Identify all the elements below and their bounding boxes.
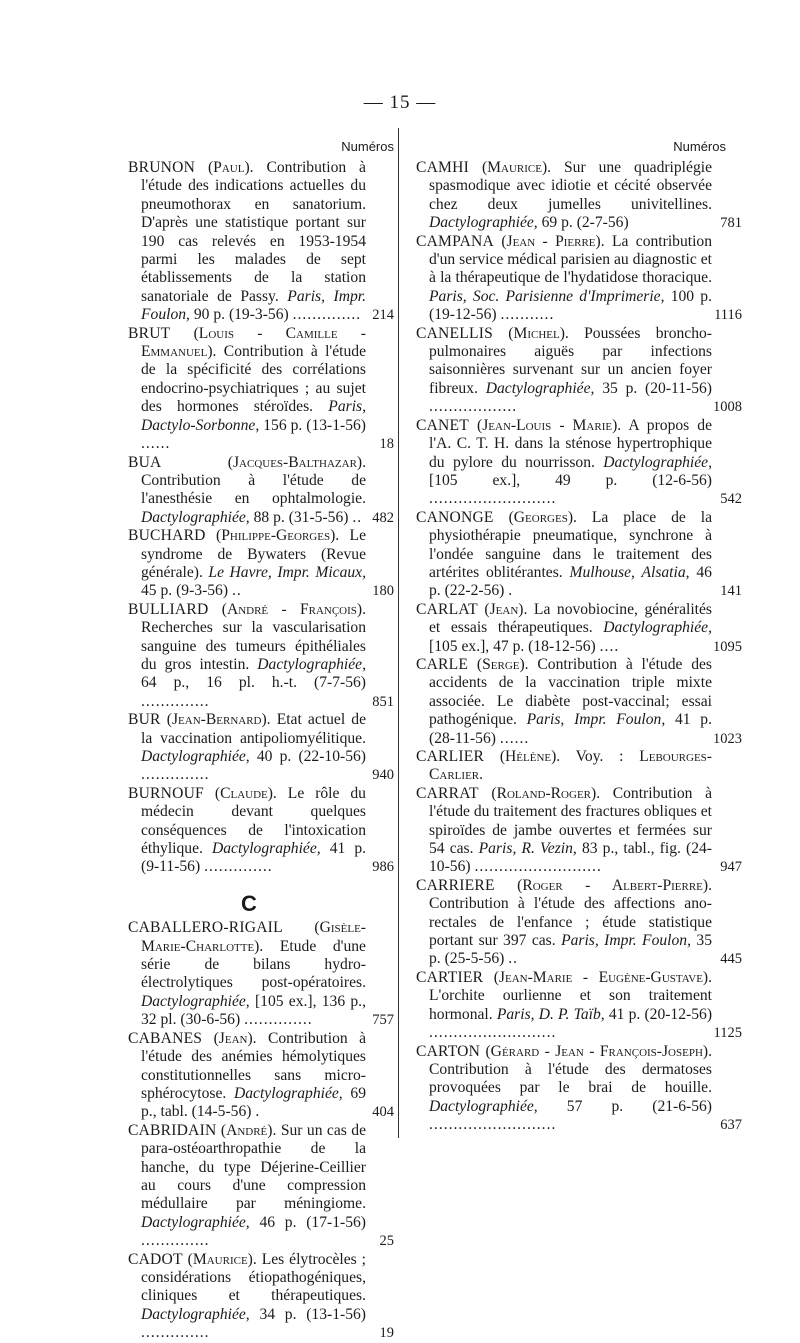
entry-text: [416, 509, 712, 601]
entry-publisher: Dactylographiée,: [429, 1097, 538, 1115]
entry-leader-dots: ..............: [204, 858, 273, 876]
bibliography-entry: [416, 416, 742, 509]
entry-text: [416, 159, 712, 233]
entry-publisher: Dactylographiée,: [141, 508, 250, 526]
entry-pages: 45 p. (9-3-56): [141, 582, 229, 600]
entry-publisher: Dactylographiée,: [141, 1305, 250, 1323]
bibliography-entry: [416, 784, 742, 877]
entry-see-reference: Lebourges-Carlier.: [429, 748, 712, 784]
entry-leader-dots: ......: [141, 435, 171, 453]
entry-title: La novobiocine, généralités et essais thérapeutiques.: [429, 600, 712, 637]
entry-heading: CABANES: [128, 1029, 203, 1047]
entry-leader-dots: .: [508, 582, 514, 600]
entry-number: 940: [372, 767, 394, 784]
entry-title: Contribution à l'étude des dermatoses provoquées par le brai de houille.: [429, 1060, 712, 1097]
entry-heading: CARLIER: [416, 748, 485, 765]
entry-heading: CARRIERE: [416, 876, 495, 894]
bibliography-entry: [128, 711, 394, 785]
entry-heading: BUCHARD: [128, 527, 206, 545]
section-letter: C: [241, 890, 257, 916]
entry-text: [128, 325, 366, 454]
entry-number: 214: [372, 307, 394, 324]
entry-number: 757: [372, 1012, 394, 1029]
entry-text: [416, 969, 712, 1043]
entry-title: Contribution à l'étude des anémies hémolytiques constitutionnelles sans micro-sphérocytose.: [141, 1029, 366, 1102]
entry-title: La place de la physiothérapie pneumatique, synchrone à l'ondée sanguine dans le traitement des artérites oblitérantes.: [429, 508, 713, 581]
entry-heading: BUR: [128, 711, 161, 729]
entry-number: 19: [379, 1325, 394, 1342]
entry-author: (Gérard - Jean - François-Joseph).: [485, 1042, 712, 1060]
entries-right: [416, 159, 742, 1135]
entry-text: [416, 785, 712, 877]
entry-pages: 35 p. (20-11-56): [602, 379, 713, 397]
entry-publisher: Mulhouse, Alsatia,: [569, 563, 690, 581]
entry-text: [128, 1030, 366, 1122]
entry-author: (Roland-Roger).: [491, 784, 601, 802]
entry-text: [128, 601, 366, 711]
entry-leader-dots: ..........................: [474, 858, 602, 876]
entry-text: [416, 325, 712, 417]
bibliography-entry: [128, 1121, 394, 1251]
entry-pages: 57 p. (21-6-56): [566, 1097, 713, 1115]
entry-pages: 64 p., 16 pl. h.-t. (7-7-56): [141, 674, 366, 692]
entry-publisher: Dactylographiée,: [141, 1213, 250, 1231]
entry-text: [128, 711, 366, 785]
entry-leader-dots: ..: [231, 582, 242, 600]
entry-leader-dots: ..........................: [429, 1024, 557, 1042]
entry-text: [416, 417, 712, 509]
numeros-header-left: Numéros: [341, 139, 394, 154]
entry-publisher: Dactylographiée,: [234, 1084, 343, 1102]
entry-heading: BULLIARD: [128, 600, 209, 618]
entry-publisher: Dactylographiée,: [603, 453, 712, 471]
entry-pages: 46 p. (22-2-56): [429, 563, 712, 600]
bibliography-entry: [416, 232, 742, 325]
entry-text: [128, 159, 366, 325]
entry-pages: 41 p. (9-11-56): [141, 840, 367, 876]
entry-leader-dots: ..............: [141, 692, 210, 710]
entry-publisher: Dactylographiée,: [211, 840, 321, 858]
entries-c: [128, 919, 394, 1342]
entry-heading: BRUT: [128, 324, 171, 342]
entry-author: (Claude).: [214, 784, 277, 802]
entry-author: (Michel).: [508, 324, 569, 342]
entry-author: (Jean).: [213, 1029, 257, 1047]
entry-author: (Jean).: [484, 600, 528, 618]
entry-text: [416, 877, 712, 969]
bibliography-entry: [128, 453, 394, 528]
entry-title: A propos de l'A. C. T. H. dans la sténose hypertrophique du pylore du nourrisson.: [429, 416, 712, 471]
entry-number: 1125: [713, 1025, 742, 1042]
entry-pages: 35 p. (25-5-56): [429, 932, 712, 968]
entry-author: (Louis - Camille - Emmanuel).: [141, 324, 366, 361]
entry-title: Sur un cas de para-ostéoarthropathie de la hanche, du type Déjerine-Ceillier au cours d'une compression médullaire par méningiome.: [141, 1121, 366, 1213]
bibliography-entry: [128, 324, 394, 454]
entry-author: (Maurice).: [481, 159, 552, 176]
entry-number: 180: [372, 583, 394, 600]
entry-heading: CANELLIS: [416, 324, 493, 342]
bibliography-entry: [416, 600, 742, 656]
entry-title: La contribution d'un service médical parisien au diagnostic et à la thérapeutique de l'hydatidose thoracique.: [429, 232, 713, 287]
entry-number: 851: [372, 693, 394, 710]
entry-author: (Gisèle-Marie-Charlotte).: [141, 919, 366, 955]
entry-publisher: Paris, Impr. Foulon,: [526, 711, 666, 729]
entry-author: (Georges).: [508, 508, 577, 526]
entry-author: (Jean-Louis - Marie).: [477, 416, 622, 434]
entry-pages: 46 p. (17-1-56): [259, 1213, 366, 1231]
entry-pages: 34 p. (13-1-56): [259, 1305, 366, 1323]
entry-text: [128, 1251, 366, 1343]
entry-publisher: Dactylographiée,: [141, 992, 250, 1010]
entry-publisher: Paris, Impr. Foulon,: [561, 932, 691, 950]
bibliography-entry: [416, 968, 742, 1043]
entry-text: [128, 1122, 366, 1251]
entry-leader-dots: .: [255, 1103, 261, 1121]
entry-title: Contribution à l'étude de la spécificité des corrélations endocrino-psychiatriques ; au sujet des hormones stéroïdes.: [141, 343, 366, 416]
entry-author: (Jean - Pierre).: [501, 232, 605, 250]
entry-leader-dots: ..: [352, 508, 363, 526]
entry-text: [416, 1043, 712, 1135]
entry-publisher: Dactylographiée,: [603, 619, 712, 637]
entry-number: 1116: [714, 307, 742, 324]
entry-author: (Jean-Bernard).: [166, 711, 271, 729]
bibliography-entry: [128, 1250, 394, 1343]
entry-heading: CANET: [416, 416, 469, 434]
entry-leader-dots: ..............: [141, 766, 210, 784]
numeros-header-right: Numéros: [673, 139, 726, 154]
entry-author: (Jean-Marie - Eugène-Gustave).: [493, 968, 712, 986]
entry-heading: CARLAT: [416, 600, 478, 618]
entry-heading: CARTON: [416, 1042, 481, 1060]
entry-pages: 88 p. (31-5-56): [253, 508, 349, 526]
entry-heading: CADOT: [128, 1250, 183, 1268]
entry-pages: [105 ex.], 136 p., 32 pl. (30-6-56): [141, 992, 366, 1029]
entry-text: [128, 919, 366, 1029]
entry-pages: 83 p., tabl., fig. (24-10-56): [429, 840, 712, 876]
entry-title: Poussées broncho-pulmonaires aiguës par infections saisonnières survenant sur un ancien foyer fibreux.: [429, 324, 712, 397]
entry-title: Etude d'une série de bilans hydro-électrolytiques post-opératoires.: [141, 937, 366, 992]
entry-title: Recherches sur la vascularisation sanguine des tumeurs épithéliales du gros intestin.: [141, 619, 366, 673]
entry-title: Le rôle du médecin devant quelques conséquences de l'intoxication éthylique.: [141, 784, 366, 858]
entry-leader-dots: ..........................: [429, 1116, 557, 1134]
entry-text: [128, 454, 366, 528]
bibliography-entry: [416, 159, 742, 233]
bibliography-entry: [128, 1029, 394, 1122]
bibliography-entry: [128, 600, 394, 711]
entry-text: [416, 233, 712, 325]
entry-publisher: Paris, Dactylo-Sorbonne,: [141, 398, 366, 434]
entry-title: Voy. :: [575, 748, 624, 765]
entry-publisher: Dactylographiée,: [257, 655, 366, 673]
entry-number: 482: [372, 509, 394, 526]
page-number: — 15 —: [363, 92, 437, 113]
entry-pages: 90 p. (19-3-56): [193, 306, 289, 324]
left-column: [128, 138, 394, 1343]
entry-title: Contribution à l'étude du traitement des fractures obliques et spiroïdes de jambe ouvertes et fermées sur 54 cas.: [429, 784, 712, 858]
entry-number: 637: [720, 1117, 742, 1134]
entry-leader-dots: ..................: [429, 398, 518, 416]
entry-leader-dots: ...........: [500, 306, 555, 324]
entry-publisher: Paris, Soc. Parisienne d'Imprimerie,: [429, 287, 665, 305]
entry-heading: CARRAT: [416, 784, 479, 802]
entry-author: (Maurice).: [187, 1250, 257, 1268]
entry-title: Contribution à l'étude des indications actuelles du pneumothorax en sanatorium. D'après une statistique portant sur 190 cas relevés en 1953-1954 parmi les malades de sept établissements de la station sanatoriale de Passy.: [141, 159, 366, 305]
entry-text: [128, 785, 366, 877]
entry-title: Sur une quadriplégie spasmodique avec idiotie et cécité observée chez deux jumelles univitellines.: [429, 159, 712, 213]
bibliography-entry: [416, 1042, 742, 1135]
entry-author: (André).: [220, 1121, 277, 1139]
entry-pages: 41 p. (20-12-56): [608, 1005, 713, 1023]
entry-author: (Jacques-Balthazar).: [227, 453, 366, 471]
entry-title: Contribution à l'étude de l'anesthésie en ophtalmologie.: [141, 471, 366, 508]
entry-leader-dots: ..........................: [429, 490, 557, 508]
entry-number: 18: [379, 436, 394, 453]
entry-leader-dots: ..............: [141, 1232, 210, 1250]
entry-text: [416, 601, 712, 656]
entry-heading: BUA: [128, 453, 162, 471]
entries-b: [128, 159, 394, 877]
entry-leader-dots: ..............: [141, 1324, 210, 1342]
bibliography-entry: [128, 784, 394, 877]
entry-heading: CANONGE: [416, 508, 494, 526]
entry-publisher: Le Havre, Impr. Micaux,: [208, 563, 366, 581]
entry-title: L'orchite ourlienne et son traitement hormonal.: [429, 987, 712, 1023]
column-divider: [398, 128, 399, 1138]
entry-pages: 41 p. (28-11-56): [429, 711, 712, 747]
entry-pages: 156 p. (13-1-56): [263, 416, 367, 434]
entry-number: 445: [720, 951, 742, 968]
entry-number: 1008: [713, 399, 742, 416]
entry-publisher: Dactylographiée,: [429, 214, 538, 232]
entry-leader-dots: ..............: [292, 306, 362, 324]
bibliography-entry: [416, 748, 716, 785]
entry-pages: 69 p. (2-7-56): [541, 214, 629, 232]
entry-number: 947: [720, 859, 742, 876]
entry-heading: CARTIER: [416, 968, 484, 986]
entry-number: 141: [720, 583, 742, 600]
entry-author: (Philippe-Georges).: [216, 527, 340, 545]
entry-pages: 40 p. (22-10-56): [256, 748, 366, 765]
entry-heading: CABALLERO-RIGAIL: [128, 919, 283, 937]
entry-text: [128, 527, 366, 601]
bibliography-entry: [416, 324, 742, 417]
bibliography-entry: [128, 159, 394, 325]
entry-author: (Paul).: [207, 159, 254, 176]
entry-pages: [105 ex.], 47 p. (18-12-56): [429, 637, 596, 655]
entry-title: Etat actuel de la vaccination antipoliomyélitique.: [141, 711, 366, 747]
entry-title: Le syndrome de Bywaters (Revue générale).: [141, 527, 366, 581]
entry-leader-dots: ......: [499, 729, 530, 747]
entry-heading: BURNOUF: [128, 784, 204, 802]
entry-author: (Hélène).: [499, 748, 561, 765]
entry-pages: 69 p., tabl. (14-5-56): [141, 1084, 366, 1121]
entry-author: (André - François).: [221, 600, 366, 618]
entry-number: 781: [720, 215, 742, 232]
entry-publisher: Dactylographiée,: [485, 379, 595, 397]
bibliography-entry: [416, 876, 742, 969]
bibliography-entry: [416, 655, 742, 748]
entry-author: (Serge).: [476, 655, 529, 673]
entry-heading: CARLE: [416, 655, 469, 673]
entry-text: [416, 656, 712, 748]
entry-heading: BRUNON: [128, 159, 196, 176]
entry-number: 1095: [713, 638, 742, 655]
right-column: [416, 138, 742, 1135]
entry-heading: CAMPANA: [416, 232, 494, 250]
bibliography-entry: [128, 527, 394, 601]
bibliography-entry: [128, 919, 394, 1029]
entry-text: [416, 748, 712, 785]
entry-number: 986: [372, 859, 394, 876]
bibliography-entry: [416, 508, 742, 601]
entry-leader-dots: ..: [508, 950, 519, 968]
entry-pages: 100 p. (19-12-56): [429, 287, 712, 324]
entry-number: 404: [372, 1104, 394, 1121]
entry-number: 1023: [713, 730, 742, 747]
entry-number: 25: [379, 1233, 394, 1250]
entry-title: Contribution à l'étude des accidents de la vaccination triple mixte associée. Le diabète post-vaccinal; essai pathogénique.: [429, 655, 712, 729]
entry-publisher: Paris, R. Vezin,: [478, 840, 577, 858]
entry-leader-dots: ..............: [244, 1011, 313, 1029]
entry-leader-dots: ....: [599, 637, 620, 655]
entry-publisher: Paris, D. P. Taïb,: [496, 1005, 605, 1023]
entry-title: Contribution à l'étude des affections ano-rectales de l'enfance ; étude statistique portant sur 397 cas.: [429, 895, 712, 950]
entry-heading: CABRIDAIN: [128, 1121, 217, 1139]
entry-author: (Roger - Albert-Pierre).: [517, 876, 712, 894]
entry-pages: [105 ex.], 49 p. (12-6-56): [429, 471, 712, 489]
entry-publisher: Dactylographiée,: [141, 748, 250, 765]
entry-heading: CAMHI: [416, 159, 469, 176]
entry-publisher: Paris, Impr. Foulon,: [141, 287, 367, 324]
entry-title: Les élytrocèles ; considérations étiopathogéniques, cliniques et thérapeutiques.: [141, 1250, 366, 1305]
entry-number: 542: [720, 491, 742, 508]
